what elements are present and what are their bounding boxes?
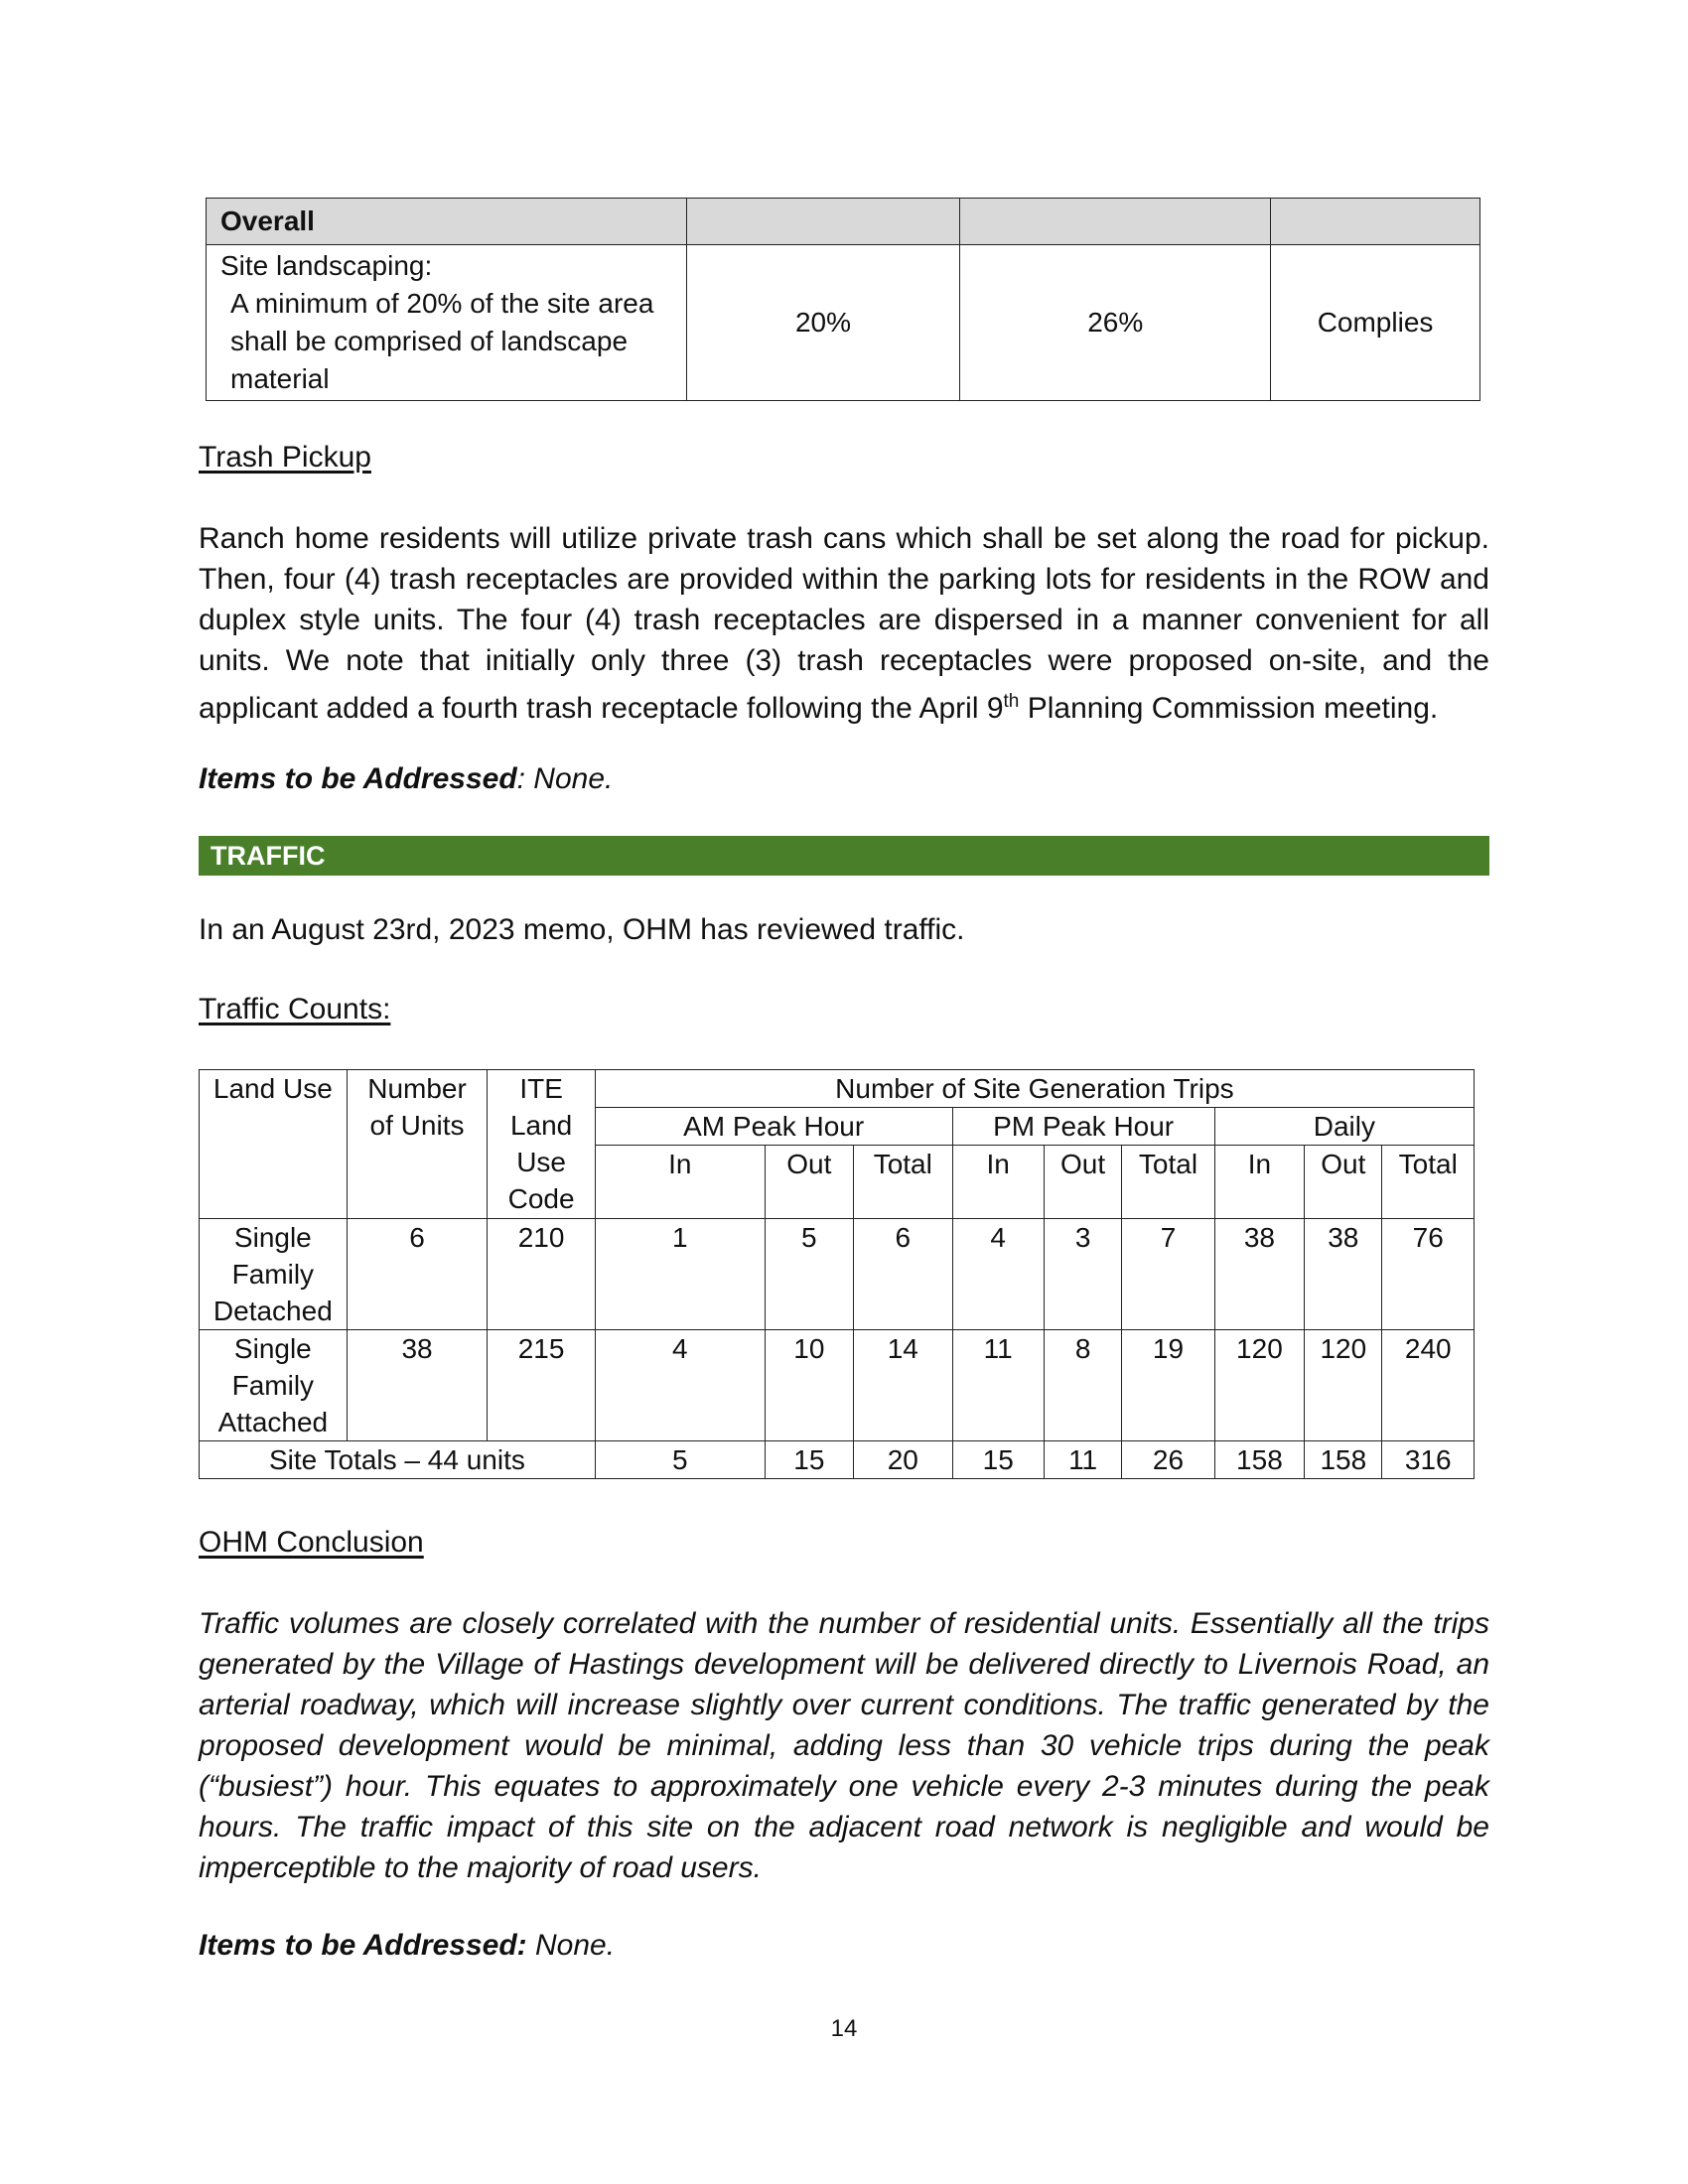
total-pm-in: 15 <box>952 1441 1044 1479</box>
landscaping-status: Complies <box>1271 245 1480 401</box>
trash-pickup-paragraph: Ranch home residents will utilize private trash cans which shall be set along the road for pickup. Then, four (4) trash receptacles are provided within the parking lots for residents in the ROW and duplex style units. The four (4) trash receptacles are dispersed in a manner convenient for all units. We note that initially only three (3) trash receptacles were proposed on-site, and the applicant added a fourth trash receptacle following the April 9th Planning Commission meeting. <box>199 522 1489 725</box>
ohm-conclusion-text: Traffic volumes are closely correlated with the number of residential units. Essentially all the trips generated by the Village of Hastings development will be delivered directly to Livernois Road, an arterial roadway, which will increase slightly over current conditions. The traffic generated by the proposed development would be minimal, adding less than 30 vehicle trips during the peak (“busiest”) hour. This equates to approximately one vehicle every 2-3 minutes during the peak hours. The traffic impact of this site on the adjacent road network is negligible and would be imperceptible to the majority of road users. <box>199 1607 1489 1884</box>
col-am-peak: AM Peak Hour <box>595 1108 952 1146</box>
pm-total-cell: 19 <box>1122 1330 1214 1441</box>
units-cell: 6 <box>347 1219 488 1330</box>
trash-items-to-address: Items to be Addressed: None. <box>199 762 614 795</box>
overall-table-header-row <box>207 199 1480 245</box>
overall-header-label: Overall <box>207 199 687 245</box>
am-total-cell: 6 <box>854 1219 952 1330</box>
landscaping-required: 20% <box>686 245 960 401</box>
traffic-intro: In an August 23rd, 2023 memo, OHM has reviewed traffic. <box>199 913 965 946</box>
pm-total-cell: 7 <box>1122 1219 1214 1330</box>
landscaping-provided: 26% <box>960 245 1271 401</box>
land-use-cell: Single Family Detached <box>200 1219 348 1330</box>
sub-out: Out <box>1044 1146 1121 1219</box>
ohm-conclusion-heading: OHM Conclusion <box>199 1526 424 1559</box>
daily-total-cell: 240 <box>1382 1330 1475 1441</box>
totals-row <box>200 1441 1475 1479</box>
pm-in-cell: 11 <box>952 1330 1044 1441</box>
total-pm-out: 11 <box>1044 1441 1121 1479</box>
overall-table <box>206 198 1480 401</box>
am-in-cell: 1 <box>595 1219 765 1330</box>
trash-pickup-heading: Trash Pickup <box>199 441 371 474</box>
total-daily-out: 158 <box>1305 1441 1382 1479</box>
table-row <box>200 1219 1475 1330</box>
land-use-cell: Single Family Attached <box>200 1330 348 1441</box>
site-totals-label: Site Totals – 44 units <box>200 1441 596 1479</box>
col-land-use: Land Use <box>200 1070 348 1219</box>
traffic-items-to-address: Items to be Addressed: None. <box>199 1929 616 1962</box>
col-daily: Daily <box>1214 1108 1474 1146</box>
total-am-out: 15 <box>765 1441 853 1479</box>
overall-table-row <box>207 245 1480 401</box>
col-group-site-trips: Number of Site Generation Trips <box>595 1070 1474 1108</box>
daily-in-cell: 38 <box>1214 1219 1304 1330</box>
traffic-counts-heading: Traffic Counts: <box>199 993 391 1025</box>
am-in-cell: 4 <box>595 1330 765 1441</box>
total-am-in: 5 <box>595 1441 765 1479</box>
ite-cell: 210 <box>488 1219 596 1330</box>
am-total-cell: 14 <box>854 1330 952 1441</box>
daily-total-cell: 76 <box>1382 1219 1475 1330</box>
daily-out-cell: 120 <box>1305 1330 1382 1441</box>
daily-out-cell: 38 <box>1305 1219 1382 1330</box>
sub-in: In <box>595 1146 765 1219</box>
daily-in-cell: 120 <box>1214 1330 1304 1441</box>
sub-out: Out <box>765 1146 853 1219</box>
am-out-cell: 10 <box>765 1330 853 1441</box>
ite-cell: 215 <box>488 1330 596 1441</box>
sub-in: In <box>952 1146 1044 1219</box>
col-number-of-units: Number of Units <box>347 1070 488 1219</box>
total-am-total: 20 <box>854 1441 952 1479</box>
landscaping-requirement: Site landscaping: A minimum of 20% of the site area shall be comprised of landscape material <box>207 245 687 401</box>
sub-total: Total <box>1122 1146 1214 1219</box>
total-daily-total: 316 <box>1382 1441 1475 1479</box>
traffic-counts-table <box>199 1069 1475 1479</box>
document-page <box>199 0 1489 2184</box>
am-out-cell: 5 <box>765 1219 853 1330</box>
sub-in: In <box>1214 1146 1304 1219</box>
sub-out: Out <box>1305 1146 1382 1219</box>
total-daily-in: 158 <box>1214 1441 1304 1479</box>
total-pm-total: 26 <box>1122 1441 1214 1479</box>
pm-in-cell: 4 <box>952 1219 1044 1330</box>
sub-total: Total <box>854 1146 952 1219</box>
units-cell: 38 <box>347 1330 488 1441</box>
col-ite-code: ITE Land Use Code <box>488 1070 596 1219</box>
col-pm-peak: PM Peak Hour <box>952 1108 1214 1146</box>
page-number: 14 <box>830 2015 858 2042</box>
table-row <box>200 1330 1475 1441</box>
pm-out-cell: 3 <box>1044 1219 1121 1330</box>
traffic-section-bar: TRAFFIC <box>199 836 1489 876</box>
sub-total: Total <box>1382 1146 1475 1219</box>
pm-out-cell: 8 <box>1044 1330 1121 1441</box>
